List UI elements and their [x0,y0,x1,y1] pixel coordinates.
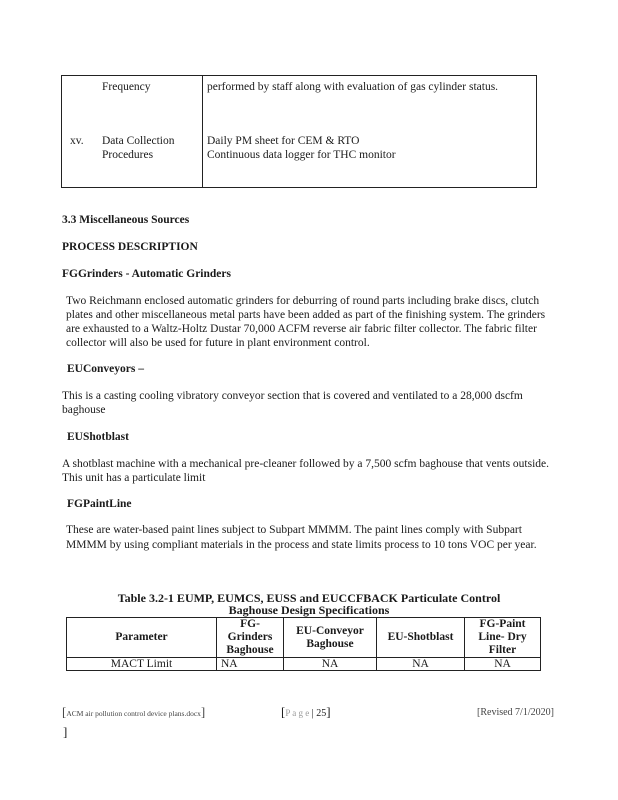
cell-fg-grinders: NA [217,658,284,671]
fg-paintline-title: FGPaintLine [67,498,132,510]
footer-filename: ACM air pollution control device plans.docx [66,709,201,718]
fg-grinders-line-3: are exhausted to a Waltz-Holtz Dustar 70,000 ACFM reverse air fabric filter collector. The fabric filter [66,323,537,335]
footer-page-bracket-close: ] [326,704,331,719]
header-fg-grinders-line-3: Baghouse [226,644,274,656]
footer-trailing-bracket: ] [63,724,68,739]
cell-parameter: MACT Limit [67,658,217,671]
header-fg-paint-line-1: FG-Paint [479,618,526,630]
fg-grinders-line-4: collector will also be used for future in plant environment control. [66,337,370,349]
fg-grinders-line-2: plates and other miscellaneous metal parts have been added as part of the finishing system. The grinders [66,309,546,321]
header-fg-paint [465,618,541,658]
footer-bracket-close: ] [200,704,206,719]
fg-grinders-line-1: Two Reichmann enclosed automatic grinders for deburring of round parts including brake discs, clutch [66,295,540,307]
header-fg-paint-line-2: Line- Dry [478,631,527,643]
header-fg-grinders [217,618,284,658]
cell-fg-paint: NA [465,658,541,671]
cell-eu-conveyor: NA [284,658,377,671]
table-top-border [62,75,536,76]
data-collection-label-1: Data Collection [102,135,175,147]
eu-shotblast-line-2: This unit has a particulate limit [62,472,206,484]
frequency-label: Frequency [102,81,151,93]
header-fg-paint-line-3: Filter [488,644,517,656]
table-caption-1: Table 3.2-1 EUMP, EUMCS, EUSS and EUCCFBACK Particulate Control [117,591,501,605]
eu-shotblast-line-1: A shotblast machine with a mechanical pre-cleaner followed by a 7,500 scfm baghouse that vents outside. [62,458,550,470]
header-eu-conveyor-line-2: Baghouse [306,637,354,650]
frequency-value: performed by staff along with evaluation of gas cylinder status. [207,81,499,93]
eu-conveyors-title: EUConveyors – [67,363,144,375]
header-eu-conveyor [284,618,377,658]
cell-eu-shotblast: NA [377,658,465,671]
fg-grinders-title: FGGrinders - Automatic Grinders [62,268,231,280]
section-heading: 3.3 Miscellaneous Sources [62,214,190,226]
footer-revised: [Revised 7/1/2020] [477,707,554,718]
eu-conveyors-line-1: This is a casting cooling vibratory conveyor section that is covered and ventilated to a 28,000 dscfm [62,390,523,402]
fg-paintline-line-2: MMMM by using compliant materials in the process and state limits process to 10 tons VOC per year. [66,539,537,551]
footer-bracket-open: [ [62,704,67,719]
footer-page [281,706,331,720]
header-parameter: Parameter [67,618,217,658]
footer-page-label: P a g e [285,708,310,718]
row-number: xv. [70,135,84,147]
footer-page-bracket-open: [ [281,704,286,719]
eu-conveyors-line-2: baghouse [62,404,106,416]
baghouse-spec-table [66,617,541,671]
table-header-row [67,618,541,658]
header-fg-grinders-line-1: FG- [240,618,260,630]
data-collection-value-1: Daily PM sheet for CEM & RTO [207,135,360,147]
table-caption-2: Baghouse Design Specifications [228,603,390,617]
header-eu-shotblast: EU-Shotblast [377,618,465,658]
process-description-heading: PROCESS DESCRIPTION [62,241,198,253]
data-collection-value-2: Continuous data logger for THC monitor [207,149,396,161]
data-collection-label-2: Procedures [102,149,154,161]
eu-shotblast-title: EUShotblast [67,431,129,443]
header-eu-conveyor-line-1: EU-Conveyor [296,624,364,637]
table-column-divider [202,75,203,187]
footer-page-number: | 25 [311,708,327,719]
header-fg-grinders-line-2: Grinders [227,631,273,643]
table-row [67,658,541,671]
fg-paintline-line-1: These are water-based paint lines subject to Subpart MMMM. The paint lines comply with Subpart [66,524,522,536]
footer-left [62,706,205,720]
